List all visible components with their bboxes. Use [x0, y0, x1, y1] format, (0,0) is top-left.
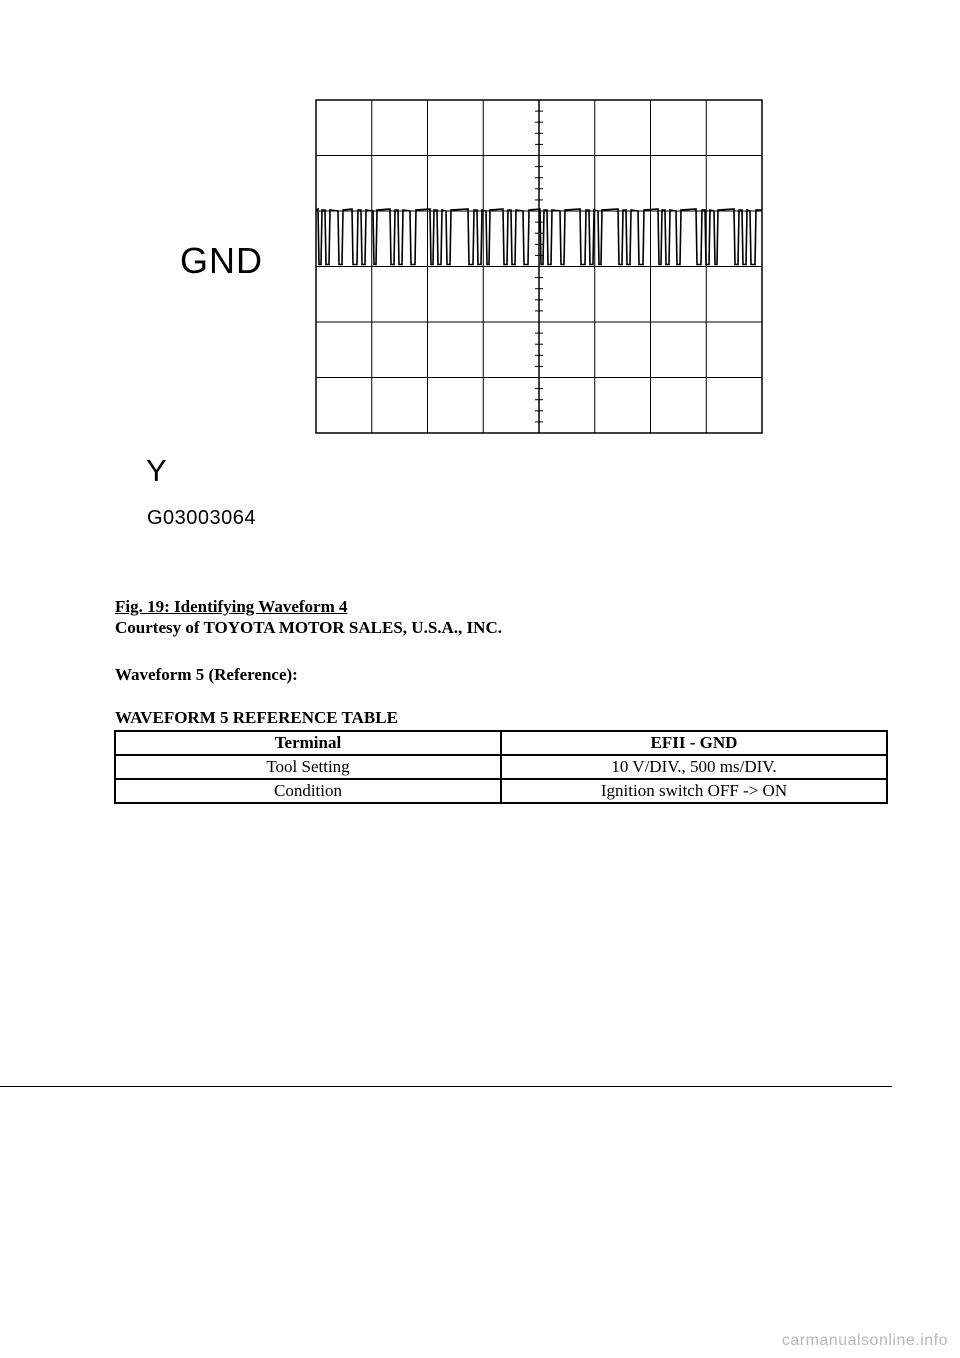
- table-row: [115, 779, 887, 803]
- waveform-figure: [0, 0, 960, 560]
- reference-table: [114, 730, 888, 804]
- table-cell: 10 V/DIV., 500 ms/DIV.: [501, 755, 887, 779]
- table-header-row: [115, 731, 887, 755]
- watermark: carmanualsonline.info: [781, 1332, 948, 1349]
- ground-label: GND: [180, 240, 263, 281]
- table-cell: Condition: [115, 779, 501, 803]
- graphic-code: G03003064: [147, 507, 257, 529]
- table-header-cell: EFII - GND: [501, 731, 887, 755]
- waveform-heading: Waveform 5 (Reference):: [115, 665, 298, 684]
- table-row: [115, 755, 887, 779]
- channel-label: Y: [146, 453, 167, 488]
- table-cell: Tool Setting: [115, 755, 501, 779]
- table-header-cell: Terminal: [115, 731, 501, 755]
- oscilloscope-screen: [0, 0, 960, 560]
- table-title: WAVEFORM 5 REFERENCE TABLE: [115, 708, 398, 727]
- figure-caption: [115, 596, 502, 638]
- figure-courtesy: Courtesy of TOYOTA MOTOR SALES, U.S.A., INC.: [115, 618, 502, 637]
- figure-title: Fig. 19: Identifying Waveform 4: [115, 597, 348, 616]
- table-cell: Ignition switch OFF -> ON: [501, 779, 887, 803]
- footer-divider: [0, 1086, 892, 1087]
